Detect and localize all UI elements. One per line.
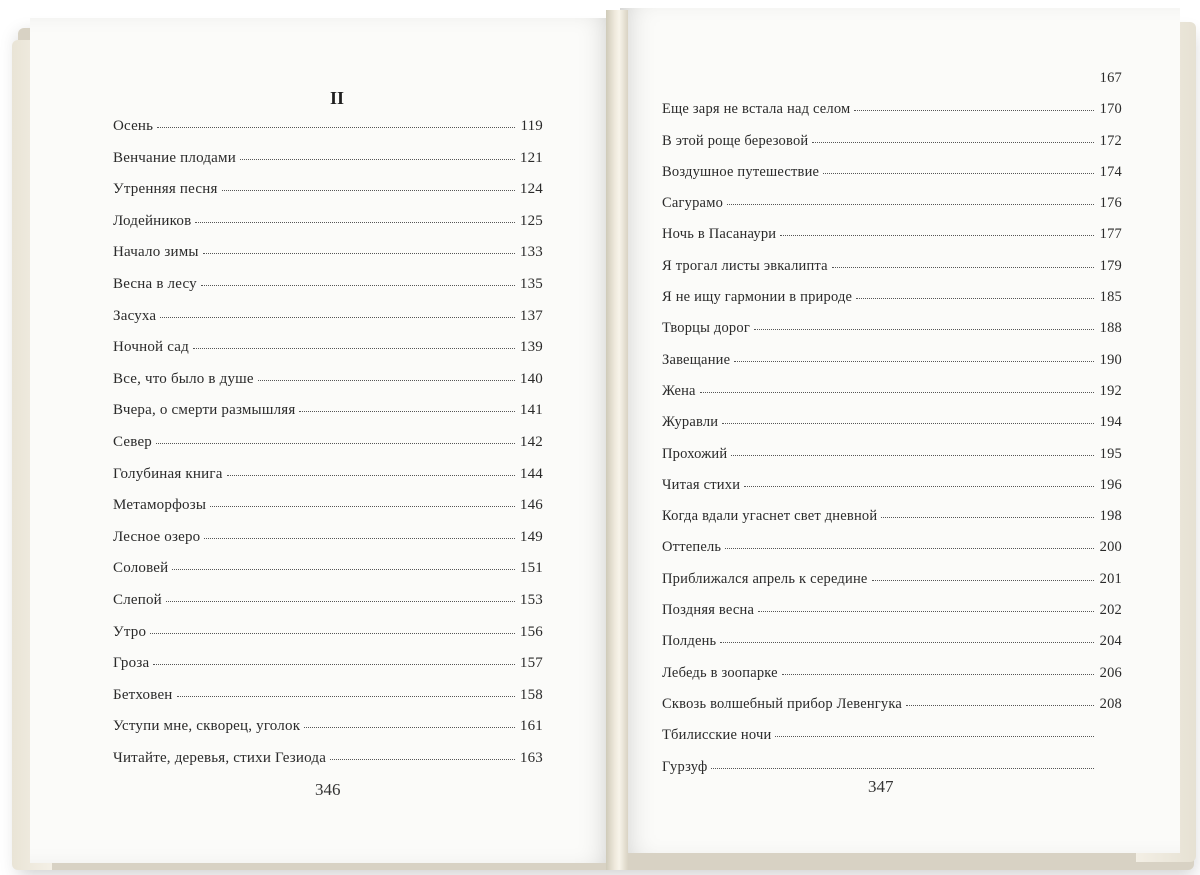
- toc-entry: [113, 276, 543, 308]
- toc-entry: [662, 226, 1122, 257]
- toc-entry-page: 142: [519, 433, 543, 450]
- toc-entry-title: Бетховен: [113, 686, 173, 703]
- toc-left: [113, 118, 543, 781]
- toc-entry-title: Поздняя весна: [662, 602, 755, 619]
- toc-entry: [662, 414, 1122, 445]
- toc-entry-page: 201: [1099, 570, 1122, 587]
- toc-entry-page: 157: [519, 655, 543, 672]
- toc-entry-title: Метаморфозы: [113, 497, 207, 514]
- toc-entry-title: Еще заря не встала над селом: [662, 101, 851, 118]
- toc-entry-page: 124: [519, 181, 543, 198]
- toc-entry-title: Приближался апрель к середине: [662, 570, 868, 587]
- toc-entry-title: Лесное озеро: [113, 528, 201, 545]
- toc-entry: [113, 497, 543, 529]
- toc-entry-page: 198: [1099, 508, 1122, 525]
- toc-entry-title: Осень: [113, 118, 154, 134]
- toc-entry: [662, 101, 1122, 132]
- toc-entry-title: Читая стихи: [662, 476, 741, 493]
- toc-entry-page: 144: [519, 465, 543, 482]
- toc-leader-dots: [727, 194, 1094, 205]
- toc-leader-dots: [201, 275, 515, 286]
- toc-entry-page: 174: [1099, 163, 1122, 180]
- toc-entry-page: 202: [1099, 602, 1122, 619]
- toc-entry-page: 137: [519, 307, 543, 324]
- toc-entry-title: Творцы дорог: [662, 320, 750, 337]
- toc-leader-dots: [744, 476, 1094, 487]
- toc-entry: [662, 477, 1122, 508]
- toc-entry: [113, 592, 543, 624]
- toc-entry-title: Голубиная книга: [113, 465, 223, 482]
- toc-entry-page: 119: [520, 118, 543, 134]
- toc-entry-title: Журавли: [662, 414, 719, 431]
- toc-entry-title: Соловей: [113, 560, 169, 577]
- toc-leader-dots: [258, 370, 515, 381]
- toc-entry-page: 170: [1099, 101, 1122, 118]
- toc-entry: [662, 289, 1122, 320]
- toc-entry: [662, 602, 1122, 633]
- toc-leader-dots: [299, 401, 515, 412]
- toc-right: [662, 70, 1122, 790]
- toc-entry: [113, 118, 543, 150]
- toc-entry-title: Вчера, о смерти размышляя: [113, 402, 296, 419]
- toc-entry-title: В этой роще березовой: [662, 132, 809, 149]
- toc-entry-title: Лодейников: [113, 212, 192, 229]
- toc-leader-dots: [711, 758, 1094, 769]
- toc-entry: [662, 571, 1122, 602]
- toc-leader-dots: [872, 570, 1094, 581]
- toc-leader-dots: [782, 664, 1094, 675]
- toc-entry-page: 176: [1099, 195, 1122, 212]
- toc-entry-page: 192: [1099, 382, 1122, 399]
- toc-entry-title: Утро: [113, 623, 147, 640]
- toc-entry: [113, 150, 543, 182]
- toc-entry-page: 172: [1099, 132, 1122, 149]
- toc-leader-dots: [157, 117, 515, 128]
- toc-leader-dots: [832, 257, 1094, 268]
- toc-entry: [113, 308, 543, 340]
- book-spine: [606, 10, 628, 870]
- toc-leader-dots: [775, 726, 1094, 737]
- toc-entry-page: 163: [519, 749, 543, 766]
- toc-entry-title: Гурзуф: [662, 758, 708, 775]
- toc-entry-page: 190: [1099, 351, 1122, 368]
- toc-leader-dots: [856, 288, 1094, 299]
- toc-entry: [662, 446, 1122, 477]
- toc-entry-page: 149: [519, 528, 543, 545]
- toc-entry: [662, 195, 1122, 226]
- toc-leader-dots: [780, 225, 1094, 236]
- toc-leader-dots: [881, 507, 1094, 518]
- toc-entry-page: 179: [1099, 257, 1122, 274]
- toc-entry-page: 133: [519, 244, 543, 261]
- toc-entry-page: 185: [1099, 289, 1122, 306]
- toc-entry-page: 156: [519, 623, 543, 640]
- toc-leader-dots: [227, 465, 515, 476]
- toc-leader-dots: [734, 351, 1094, 362]
- toc-entry: [113, 213, 543, 245]
- toc-entry-title: Слепой: [113, 591, 162, 608]
- toc-entry-page: 146: [519, 497, 543, 514]
- toc-entry-title: Читайте, деревья, стихи Гезиода: [113, 749, 327, 766]
- toc-entry: [113, 466, 543, 498]
- page-number-right: 347: [868, 777, 894, 796]
- toc-entry-title: Сагурамо: [662, 195, 724, 212]
- toc-entry: [113, 687, 543, 719]
- show-through-text: [112, 85, 542, 99]
- toc-leader-dots: [240, 149, 515, 160]
- toc-entry-title: Когда вдали угаснет свет дневной: [662, 508, 878, 525]
- toc-leader-dots: [204, 528, 515, 539]
- toc-entry-title: Завещание: [662, 351, 731, 368]
- toc-entry-page: 194: [1099, 414, 1122, 431]
- toc-entry: [113, 181, 543, 213]
- toc-entry-page: 195: [1099, 445, 1122, 462]
- toc-entry-page: 206: [1099, 664, 1122, 681]
- toc-entry-page: 161: [519, 718, 543, 735]
- toc-entry: [662, 320, 1122, 351]
- toc-entry: [662, 727, 1122, 758]
- toc-entry-title: Все, что было в душе: [113, 370, 254, 387]
- toc-leader-dots: [203, 243, 515, 254]
- section-heading: II: [330, 88, 345, 108]
- toc-entry: [662, 352, 1122, 383]
- toc-entry: [113, 402, 543, 434]
- toc-entry: [113, 244, 543, 276]
- toc-entry-page: 135: [519, 275, 543, 292]
- toc-leader-dots: [754, 319, 1094, 330]
- toc-leader-dots: [720, 632, 1094, 643]
- toc-leader-dots: [172, 559, 515, 570]
- toc-entry-page: 121: [519, 149, 543, 166]
- toc-leader-dots: [722, 413, 1094, 424]
- toc-leader-dots: [177, 686, 515, 697]
- toc-leader-dots: [731, 445, 1094, 456]
- toc-leader-dots: [812, 132, 1094, 143]
- toc-leader-dots: [193, 338, 515, 349]
- toc-entry-page: 188: [1099, 320, 1122, 337]
- toc-entry-page: 158: [519, 686, 543, 703]
- toc-entry: [113, 434, 543, 466]
- toc-entry: [113, 750, 543, 782]
- toc-leader-dots: [153, 654, 515, 665]
- toc-entry-page: 153: [519, 591, 543, 608]
- toc-leader-dots: [330, 749, 515, 760]
- toc-entry: [662, 258, 1122, 289]
- toc-leader-dots: [906, 695, 1094, 706]
- toc-entry-title: Уступи мне, скворец, уголок: [113, 718, 301, 735]
- toc-entry-page: 196: [1099, 476, 1122, 493]
- toc-entry-page: 208: [1099, 695, 1122, 712]
- toc-leader-dots: [195, 212, 515, 223]
- toc-entry: [662, 665, 1122, 696]
- toc-entry-title: Я не ищу гармонии в природе: [662, 289, 853, 306]
- toc-entry-page: 141: [519, 402, 543, 419]
- toc-entry-title: Венчание плодами: [113, 149, 236, 166]
- toc-entry-title: Тбилисские ночи: [662, 727, 772, 744]
- toc-leader-dots: [725, 538, 1094, 549]
- toc-entry: [662, 539, 1122, 570]
- toc-entry-title: Утренняя песня: [113, 181, 218, 198]
- toc-entry-title: Лебедь в зоопарке: [662, 664, 778, 681]
- toc-entry-page: 139: [519, 339, 543, 356]
- toc-leader-dots: [222, 180, 515, 191]
- toc-entry-page: 204: [1099, 633, 1122, 650]
- toc-entry-title: Я трогал листы эвкалипта: [662, 257, 828, 274]
- toc-entry: [113, 718, 543, 750]
- toc-entry-title: Начало зимы: [113, 244, 199, 261]
- toc-entry: [662, 696, 1122, 727]
- toc-entry: [662, 70, 1122, 101]
- toc-entry-title: Засуха: [113, 307, 157, 324]
- toc-entry-page: 125: [519, 212, 543, 229]
- toc-entry-title: Сквозь волшебный прибор Левенгука: [662, 695, 903, 712]
- toc-entry: [113, 624, 543, 656]
- toc-entry-page: 167: [1099, 70, 1122, 86]
- toc-entry: [113, 560, 543, 592]
- toc-leader-dots: [156, 433, 515, 444]
- toc-entry: [662, 164, 1122, 195]
- toc-entry-title: Север: [113, 433, 152, 450]
- page-number-left: 346: [315, 780, 341, 799]
- toc-entry-title: Ночной сад: [113, 339, 189, 356]
- toc-entry-page: 151: [519, 560, 543, 577]
- toc-leader-dots: [854, 100, 1094, 111]
- toc-entry-page: 177: [1099, 226, 1122, 243]
- toc-entry-page: 140: [519, 370, 543, 387]
- toc-leader-dots: [700, 382, 1094, 393]
- toc-entry-title: Весна в лесу: [113, 275, 197, 292]
- toc-entry-title: Полдень: [662, 633, 717, 650]
- toc-leader-dots: [823, 163, 1094, 174]
- toc-entry-title: Ночь в Пасанаури: [662, 226, 777, 243]
- toc-leader-dots: [304, 717, 515, 728]
- toc-entry-title: Прохожий: [662, 445, 728, 462]
- toc-entry: [113, 371, 543, 403]
- toc-entry: [662, 383, 1122, 414]
- toc-leader-dots: [210, 496, 515, 507]
- toc-entry: [113, 655, 543, 687]
- toc-leader-dots: [758, 601, 1094, 612]
- toc-leader-dots: [166, 591, 515, 602]
- toc-entry: [662, 633, 1122, 664]
- toc-entry-title: Гроза: [113, 655, 150, 672]
- toc-entry-title: Оттепель: [662, 539, 722, 556]
- toc-entry-title: Жена: [662, 382, 696, 399]
- toc-entry: [662, 508, 1122, 539]
- toc-entry-title: Воздушное путешествие: [662, 163, 820, 180]
- toc-entry-page: 200: [1099, 539, 1122, 556]
- toc-entry: [662, 133, 1122, 164]
- toc-leader-dots: [150, 623, 515, 634]
- toc-leader-dots: [160, 307, 515, 318]
- toc-entry: [113, 529, 543, 561]
- toc-entry: [113, 339, 543, 371]
